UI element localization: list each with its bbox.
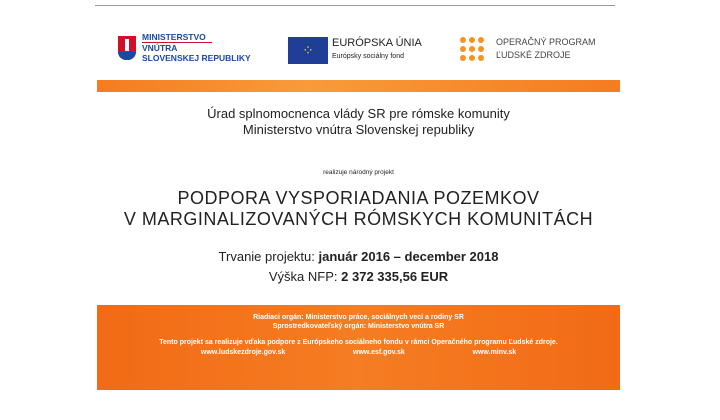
op-logo <box>460 36 596 62</box>
orange-band-top <box>97 80 620 92</box>
url-esf: www.esf.gov.sk <box>353 349 405 356</box>
nfp-label: Výška NFP: <box>268 269 342 284</box>
header-line2: Ministerstvo vnútra Slovenskej republiky <box>242 122 475 137</box>
project-title-line2: V MARGINALIZOVANÝCH RÓMSKYCH KOMUNITÁCH <box>123 209 594 229</box>
slovak-coat-of-arms-icon <box>118 36 136 60</box>
eu-logo <box>288 36 422 64</box>
eu-subtitle: Európsky sociálny fond <box>332 53 404 60</box>
op-line1: OPERAČNÝ PROGRAM <box>496 37 596 47</box>
url-minv: www.minv.sk <box>472 349 517 356</box>
duration-value: január 2016 – december 2018 <box>318 249 499 264</box>
duration-label: Trvanie projektu: <box>218 249 319 264</box>
orange-band-footer <box>97 305 620 390</box>
footer-line3: Tento projekt sa realizuje vďaka podpore z Európskeho sociálneho fondu v rámci Operačného programu Ľudské zdroje. <box>159 339 558 346</box>
ministry-logo-line2: VNÚTRA <box>142 43 178 53</box>
top-divider <box>95 5 615 6</box>
project-title-line1: PODPORA VYSPORIADANIA POZEMKOV <box>177 188 540 208</box>
ministry-logo-line3: SLOVENSKEJ REPUBLIKY <box>142 53 251 63</box>
op-dots-icon <box>460 37 484 61</box>
nfp <box>97 267 620 287</box>
footer-line2: Sprostredkovateľský orgán: Ministerstvo vnútra SR <box>272 323 445 330</box>
url-ludskezdroje: www.ludskezdroje.gov.sk <box>200 349 286 356</box>
realizuje-text: realizuje národný projekt <box>323 169 394 176</box>
footer-line1: Riadiaci orgán: Ministerstvo práce, sociálnych vecí a rodiny SR <box>253 314 464 321</box>
duration <box>97 247 620 267</box>
eu-title: EURÓPSKA ÚNIA <box>332 37 422 49</box>
eu-flag-icon: ⁘ <box>288 37 328 64</box>
header-line1: Úrad splnomocnenca vlády SR pre rómske komunity <box>207 106 510 121</box>
nfp-value: 2 372 335,56 EUR <box>341 269 449 284</box>
ministry-logo-line1: MINISTERSTVO <box>142 32 212 43</box>
ministry-logo <box>118 32 251 63</box>
op-line2: ĽUDSKÉ ZDROJE <box>496 50 571 60</box>
